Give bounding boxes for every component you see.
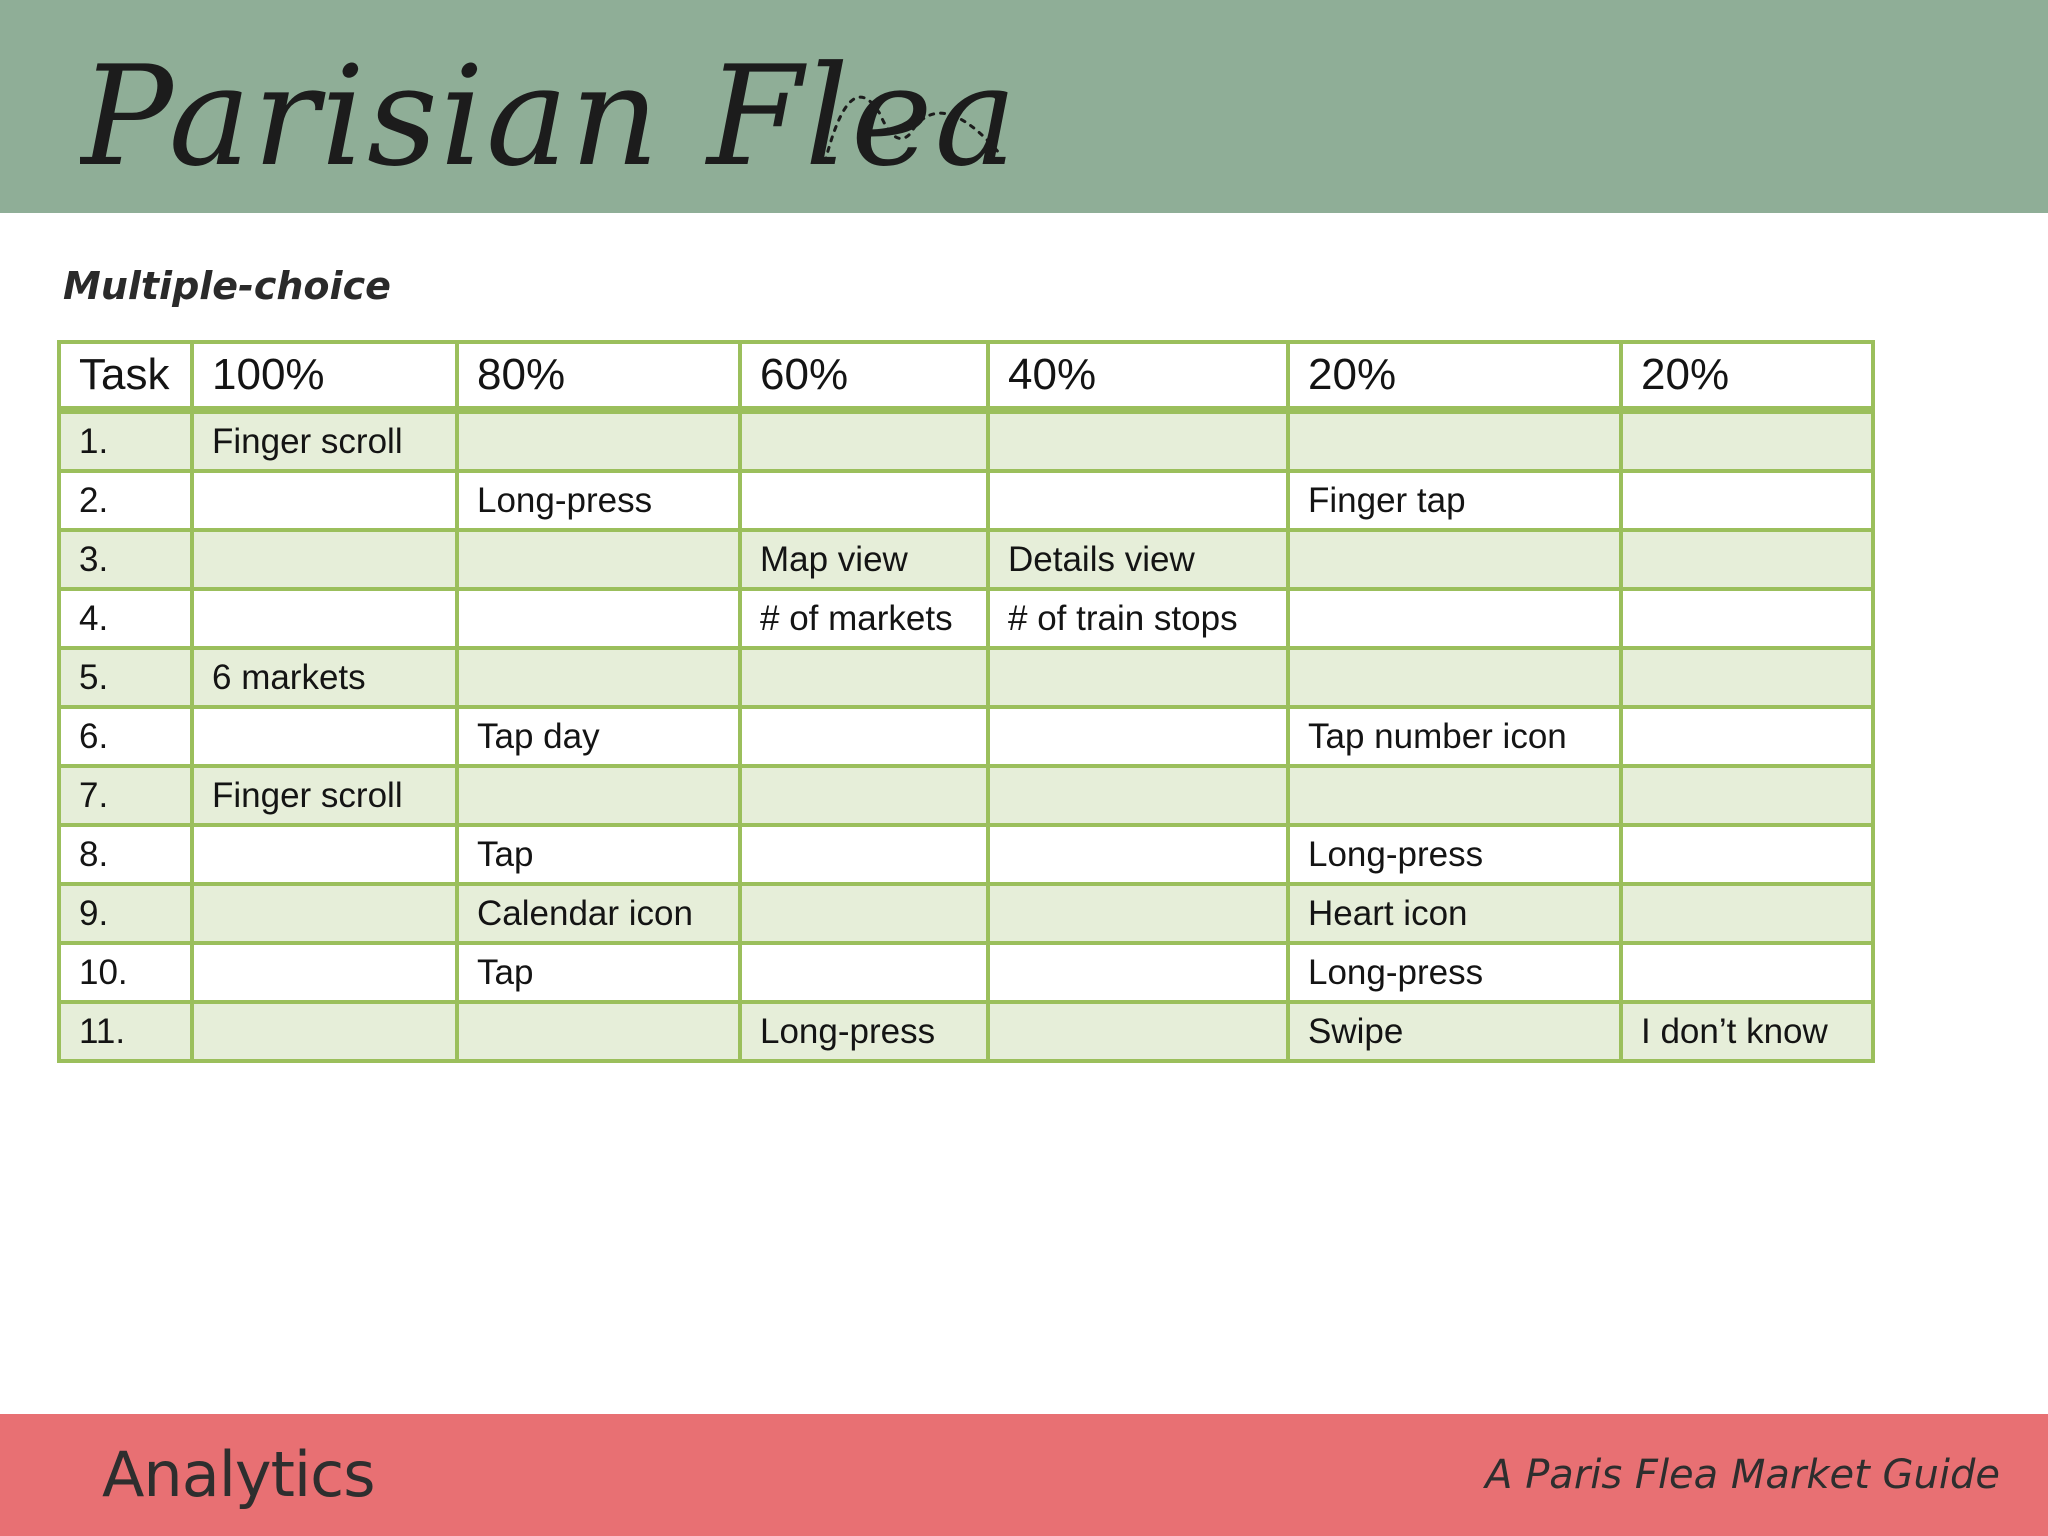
response-cell (192, 530, 457, 589)
response-cell: Heart icon (1288, 884, 1621, 943)
response-cell: Tap (457, 825, 740, 884)
response-cell: Finger scroll (192, 766, 457, 825)
column-header-percent: 100% (192, 342, 457, 410)
logo-text: Parisian Flea (80, 36, 1019, 197)
response-cell (1621, 766, 1873, 825)
response-cell (192, 1002, 457, 1061)
response-cell (457, 648, 740, 707)
response-cell: Calendar icon (457, 884, 740, 943)
response-cell: Details view (988, 530, 1288, 589)
task-number-cell: 10. (59, 943, 192, 1002)
table-row (59, 825, 1873, 884)
response-cell (192, 707, 457, 766)
table-row (59, 471, 1873, 530)
column-header-percent: 80% (457, 342, 740, 410)
response-cell (1621, 707, 1873, 766)
task-number-cell: 9. (59, 884, 192, 943)
task-number-cell: 8. (59, 825, 192, 884)
response-cell (1621, 943, 1873, 1002)
table-row (59, 648, 1873, 707)
response-cell: Long-press (1288, 825, 1621, 884)
response-cell (988, 707, 1288, 766)
table-body (59, 410, 1873, 1061)
response-cell (457, 766, 740, 825)
task-number-cell: 1. (59, 410, 192, 471)
response-cell (740, 648, 988, 707)
table-row (59, 410, 1873, 471)
footer-band (0, 1414, 2048, 1536)
response-cell (740, 410, 988, 471)
table-row (59, 1002, 1873, 1061)
task-number-cell: 7. (59, 766, 192, 825)
response-cell (988, 648, 1288, 707)
response-cell (192, 825, 457, 884)
column-header-percent: 40% (988, 342, 1288, 410)
response-cell (988, 825, 1288, 884)
table-header-row (59, 342, 1873, 410)
response-cell (457, 589, 740, 648)
response-cell: Long-press (457, 471, 740, 530)
response-cell: 6 markets (192, 648, 457, 707)
response-cell: Swipe (1288, 1002, 1621, 1061)
section-title: Multiple-choice (63, 264, 391, 308)
response-cell (1288, 648, 1621, 707)
response-cell (1288, 589, 1621, 648)
column-header-percent: 20% (1288, 342, 1621, 410)
response-cell (457, 410, 740, 471)
response-cell (740, 471, 988, 530)
response-cell: Finger tap (1288, 471, 1621, 530)
response-cell (988, 943, 1288, 1002)
response-cell (988, 471, 1288, 530)
response-cell (1288, 410, 1621, 471)
task-number-cell: 5. (59, 648, 192, 707)
response-cell: Map view (740, 530, 988, 589)
table-row (59, 530, 1873, 589)
column-header-percent: 60% (740, 342, 988, 410)
response-cell: # of markets (740, 589, 988, 648)
response-cell (1621, 410, 1873, 471)
task-number-cell: 3. (59, 530, 192, 589)
response-cell (192, 943, 457, 1002)
response-cell (988, 1002, 1288, 1061)
response-cell: Finger scroll (192, 410, 457, 471)
response-cell (740, 884, 988, 943)
response-cell (988, 766, 1288, 825)
footer-section-label: Analytics (102, 1438, 375, 1511)
response-cell: Long-press (740, 1002, 988, 1061)
task-number-cell: 4. (59, 589, 192, 648)
response-cell (1621, 589, 1873, 648)
response-cell (1621, 648, 1873, 707)
table-row (59, 884, 1873, 943)
response-cell (1621, 884, 1873, 943)
response-cell (740, 943, 988, 1002)
column-header-task: Task (59, 342, 192, 410)
results-table (57, 340, 1875, 1063)
response-cell (988, 884, 1288, 943)
response-cell: Tap number icon (1288, 707, 1621, 766)
table-row (59, 766, 1873, 825)
response-cell (988, 410, 1288, 471)
response-cell (1288, 530, 1621, 589)
task-number-cell: 11. (59, 1002, 192, 1061)
response-cell (740, 766, 988, 825)
column-header-percent: 20% (1621, 342, 1873, 410)
task-number-cell: 6. (59, 707, 192, 766)
response-cell: I don’t know (1621, 1002, 1873, 1061)
footer-guide-title: A Paris Flea Market Guide (1485, 1452, 2000, 1498)
response-cell (1621, 825, 1873, 884)
response-cell: # of train stops (988, 589, 1288, 648)
response-cell (1621, 471, 1873, 530)
parisian-flea-logo (80, 14, 1040, 204)
response-cell (740, 825, 988, 884)
response-cell (457, 1002, 740, 1061)
response-cell: Tap day (457, 707, 740, 766)
response-cell: Long-press (1288, 943, 1621, 1002)
task-number-cell: 2. (59, 471, 192, 530)
response-cell (1288, 766, 1621, 825)
response-cell (192, 589, 457, 648)
response-cell (740, 707, 988, 766)
response-cell: Tap (457, 943, 740, 1002)
response-cell (192, 471, 457, 530)
table-row (59, 943, 1873, 1002)
response-cell (1621, 530, 1873, 589)
response-cell (457, 530, 740, 589)
header-band (0, 0, 2048, 213)
response-cell (192, 884, 457, 943)
table-row (59, 707, 1873, 766)
table-row (59, 589, 1873, 648)
